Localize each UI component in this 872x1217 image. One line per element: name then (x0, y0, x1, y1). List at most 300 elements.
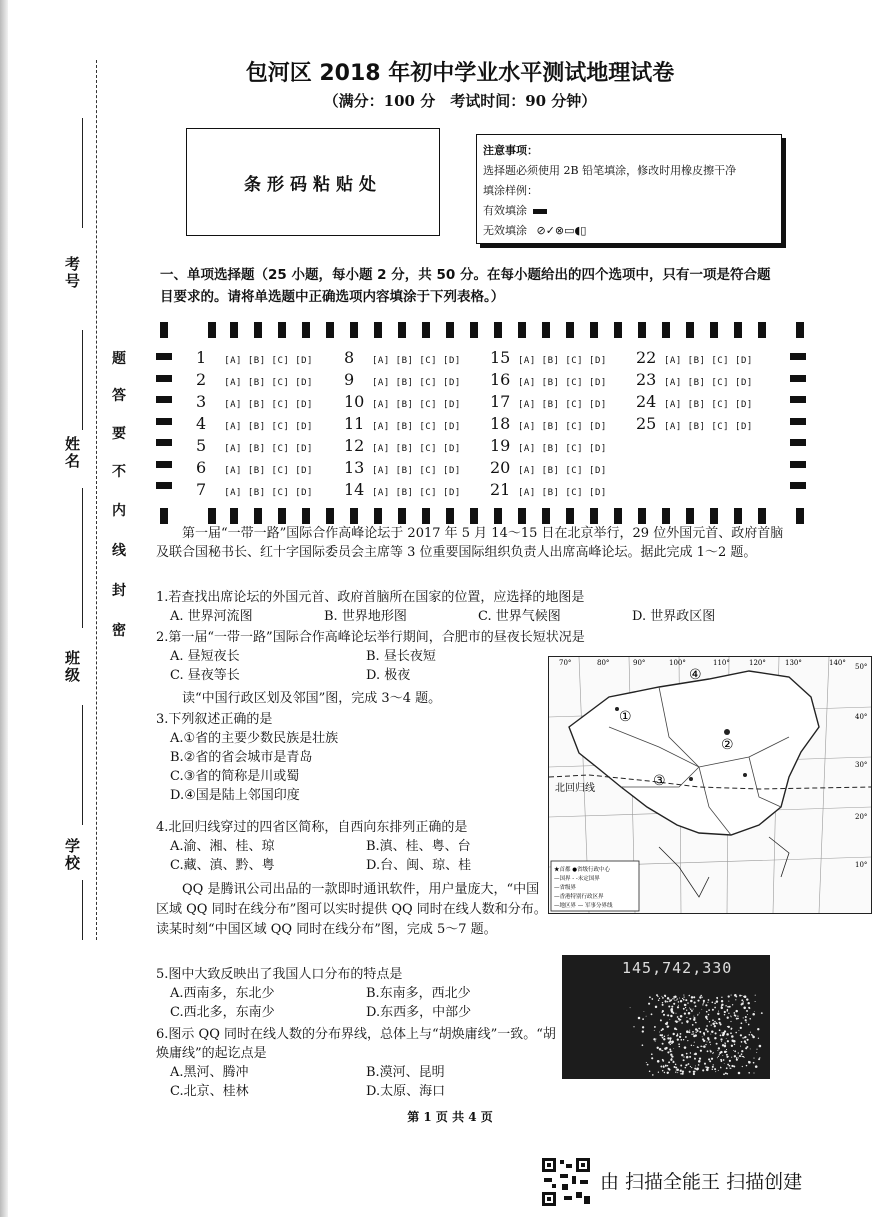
qq-dot (670, 999, 672, 1001)
qq-dot (695, 1031, 696, 1032)
notes-line2: 填涂样例： (483, 184, 538, 197)
qq-dot (729, 1060, 731, 1062)
qq-dot (709, 1060, 711, 1062)
qq-dot (710, 1050, 711, 1051)
qq-dot (708, 1014, 710, 1016)
qq-dot (707, 1037, 709, 1039)
timing-mark (494, 322, 502, 338)
qq-dot (701, 1009, 702, 1010)
answer-options[interactable]: [A] [B] [C] [D] (518, 466, 607, 476)
qq-dot (662, 1043, 664, 1045)
answer-options[interactable]: [A] [B] [C] [D] (664, 400, 753, 410)
timing-mark (470, 322, 478, 338)
qq-dot (724, 1051, 727, 1054)
qq-dot (733, 1012, 735, 1014)
qq-dot (690, 1052, 691, 1053)
qq-dot (646, 1016, 647, 1017)
side-mark (790, 353, 806, 360)
qq-dot (690, 1066, 691, 1067)
qq-dot (746, 1065, 747, 1066)
answer-col-3 (490, 348, 607, 502)
qq-dot (754, 1011, 755, 1012)
timing-mark (160, 322, 168, 338)
qq-dot (675, 1067, 677, 1069)
q4-option-d[interactable]: D.台、闽、琼、桂 (366, 858, 472, 873)
qq-dot (683, 995, 684, 996)
qq-dot (693, 996, 695, 998)
qq-dot (732, 1004, 733, 1005)
q2-option-b[interactable]: B. 昼长夜短 (366, 649, 436, 664)
qq-dot (678, 1005, 679, 1006)
q5-option-b[interactable]: B.东南多，西北少 (366, 986, 471, 1001)
qq-dot (646, 1062, 647, 1063)
qq-dot (684, 997, 685, 998)
timing-mark (446, 322, 454, 338)
qq-dot (670, 1051, 672, 1053)
qq-dot (663, 1066, 665, 1068)
qq-online-count: 145,742,330 (622, 959, 733, 977)
answer-options[interactable]: [A] [B] [C] [D] (224, 466, 313, 476)
lon-label: 110° (713, 659, 730, 667)
tropic-label: 北回归线 (555, 783, 595, 794)
timing-mark (662, 508, 670, 524)
q6-option-a[interactable]: A.黑河、腾冲 (170, 1065, 249, 1080)
qq-dot (707, 1031, 709, 1033)
qq-dot (677, 1038, 679, 1040)
qq-dot (741, 1002, 743, 1004)
qq-dot (665, 1065, 667, 1067)
qq-dot (668, 1061, 670, 1063)
qq-dot (709, 1021, 710, 1022)
qq-dot (711, 1031, 713, 1033)
timing-mark (662, 322, 670, 338)
qq-dot (714, 1025, 716, 1027)
qq-dot (662, 1002, 663, 1003)
qq-dot (690, 1009, 692, 1011)
qq-dot (725, 1072, 727, 1074)
china-map-drawing (549, 657, 871, 913)
qq-dot (703, 1032, 705, 1034)
qq-dot (730, 1068, 731, 1069)
qq-dot (686, 1056, 689, 1059)
q3-option-c[interactable]: C.③省的简称是川或蜀 (170, 769, 300, 784)
qq-dot (691, 996, 693, 998)
qq-dot (691, 1034, 693, 1036)
qq-dot (682, 1073, 684, 1075)
qq-dot (730, 1021, 731, 1022)
qq-dot (759, 1045, 762, 1048)
qq-dot (740, 1034, 742, 1036)
q1-option-a[interactable]: A. 世界河流图 (170, 609, 253, 624)
qq-dot (747, 1002, 749, 1004)
timing-mark (160, 508, 168, 524)
q2-stem: 2.第一届“一带一路”国际合作高峰论坛举行期间，合肥市的昼夜长短状况是 (156, 630, 585, 645)
qq-dot (665, 1000, 666, 1001)
answer-options[interactable]: [A] [B] [C] [D] (372, 488, 461, 498)
qq-dot (739, 1055, 741, 1057)
qq-dot (736, 1018, 738, 1020)
qq-dot (681, 1054, 683, 1056)
qq-dot (662, 1037, 664, 1039)
timing-mark (374, 508, 382, 524)
qq-dot (695, 1005, 697, 1007)
qq-dot (735, 1032, 737, 1034)
q2-option-c[interactable]: C. 昼夜等长 (170, 668, 240, 683)
qq-dot (698, 1064, 700, 1066)
q3-option-b[interactable]: B.②省的省会城市是青岛 (170, 750, 313, 765)
qq-dot (663, 1038, 665, 1040)
qq-dot (733, 1040, 736, 1043)
qq-dot (695, 1028, 697, 1030)
question-number: 11 (344, 414, 365, 433)
qq-dot (682, 998, 683, 999)
qq-dot (705, 1028, 707, 1030)
lon-label: 120° (749, 659, 766, 667)
qq-dot (659, 998, 660, 999)
qq-dot (710, 1044, 711, 1045)
qq-dot (743, 1017, 744, 1018)
answer-options[interactable]: [A] [B] [C] [D] (224, 356, 313, 366)
answer-options[interactable]: [A] [B] [C] [D] (518, 488, 607, 498)
qq-dot (673, 1033, 675, 1035)
answer-options[interactable]: [A] [B] [C] [D] (664, 356, 753, 366)
qq-dot (724, 1014, 725, 1015)
q4-option-a[interactable]: A.渝、湘、桂、琼 (170, 839, 275, 854)
side-mark (790, 482, 806, 489)
qq-dot (719, 1054, 720, 1055)
qq-dot (723, 1059, 725, 1061)
qq-dot (676, 1070, 677, 1071)
qq-dot (707, 1050, 709, 1052)
timing-mark (350, 322, 358, 338)
qq-dot (679, 998, 680, 999)
qq-dot (706, 1025, 708, 1027)
answer-options[interactable]: [A] [B] [C] [D] (372, 378, 461, 388)
timing-mark (686, 322, 694, 338)
qq-dot (717, 1057, 718, 1058)
qq-dot (741, 995, 742, 996)
qq-dot (733, 1066, 735, 1068)
question-number: 4 (196, 414, 207, 433)
qq-dot (667, 997, 669, 999)
qq-dot (720, 1038, 722, 1040)
q1-option-d[interactable]: D. 世界政区图 (632, 609, 716, 624)
q6-option-c[interactable]: C.北京、桂林 (170, 1084, 249, 1099)
notes-valid-label: 有效填涂 (483, 204, 527, 217)
q2-option-a[interactable]: A. 昼短夜长 (170, 649, 240, 664)
qq-dot (699, 1031, 701, 1033)
answer-options[interactable]: [A] [B] [C] [D] (518, 400, 607, 410)
qq-dot (678, 1018, 680, 1020)
timing-mark (302, 322, 310, 338)
qq-dot (677, 998, 678, 999)
timing-mark (638, 508, 646, 524)
qq-dot (753, 1072, 754, 1073)
answer-options[interactable]: [A] [B] [C] [D] (372, 422, 461, 432)
qq-dot (721, 997, 722, 998)
qq-dot (668, 1005, 670, 1007)
answer-options[interactable]: [A] [B] [C] [D] (224, 488, 313, 498)
timing-mark (566, 508, 574, 524)
question-number: 18 (490, 414, 511, 433)
qq-dot (662, 1050, 663, 1051)
qq-dot (691, 1067, 692, 1068)
xingming-underline-top (82, 330, 83, 430)
qq-dot (676, 1069, 679, 1072)
qq-dot (703, 1040, 705, 1042)
qq-dot (643, 1011, 644, 1012)
q3-option-a[interactable]: A.①省的主要少数民族是壮族 (170, 731, 339, 746)
qq-dot (712, 1023, 715, 1026)
qq-dot (655, 1041, 656, 1042)
qq-dot (693, 1033, 694, 1034)
timing-mark (734, 508, 742, 524)
qq-dot (653, 1038, 655, 1040)
qq-dot (676, 1035, 678, 1037)
qq-dot (662, 997, 664, 999)
q2-option-d[interactable]: D. 极夜 (366, 668, 411, 683)
qq-dot (712, 1053, 713, 1054)
answer-options[interactable]: [A] [B] [C] [D] (372, 466, 461, 476)
q3-option-d[interactable]: D.④国是陆上邻国印度 (170, 788, 300, 803)
qq-dot (680, 1073, 682, 1075)
question-5 (156, 965, 556, 1022)
seal-char: 答 (112, 388, 126, 404)
q6-option-d[interactable]: D.太原、海口 (366, 1084, 446, 1099)
qq-dot (729, 1068, 730, 1069)
qq-dot (734, 1055, 736, 1057)
qq-dot (662, 1070, 663, 1071)
qq-dot (758, 1058, 760, 1060)
qq-dot (735, 1015, 737, 1017)
qq-dot (717, 1050, 718, 1051)
q6-option-b[interactable]: B.漠河、昆明 (366, 1065, 445, 1080)
qq-dot (683, 1059, 685, 1061)
qq-dot (675, 1072, 676, 1073)
qq-dot (738, 1052, 739, 1053)
qq-dot (728, 1013, 729, 1014)
qq-dot (674, 1000, 675, 1001)
timing-mark (796, 322, 804, 338)
timing-mark (278, 508, 286, 524)
qq-dot (695, 1065, 696, 1066)
qq-dot (721, 1032, 722, 1033)
qq-dot (718, 1018, 720, 1020)
side-mark (790, 396, 806, 403)
qq-dot (673, 1048, 674, 1049)
qq-dot (684, 1012, 686, 1014)
timing-mark (208, 322, 216, 338)
answer-options[interactable]: [A] [B] [C] [D] (372, 444, 461, 454)
qq-dot (661, 996, 662, 997)
xingming-underline (82, 488, 83, 628)
qq-dot (692, 1031, 694, 1033)
question-number: 20 (490, 458, 511, 477)
qq-dot (746, 998, 748, 1000)
answer-options[interactable]: [A] [B] [C] [D] (372, 356, 461, 366)
legend-item: —地区界 — 军事分界线 (554, 903, 613, 909)
qq-dot (716, 1043, 718, 1045)
qq-dot (683, 1056, 684, 1057)
timing-mark (470, 508, 478, 524)
q4-option-c[interactable]: C.藏、滇、黔、粤 (170, 858, 275, 873)
qq-dot (753, 1062, 755, 1064)
qq-dot (743, 996, 745, 998)
qq-dot (730, 1016, 731, 1017)
question-1 (156, 588, 786, 626)
lon-label: 70° (559, 659, 572, 667)
lon-label: 80° (597, 659, 610, 667)
qq-dot (690, 1000, 693, 1003)
qq-dot (693, 1045, 694, 1046)
answer-options[interactable]: [A] [B] [C] [D] (518, 422, 607, 432)
qr-code-icon (540, 1156, 592, 1208)
q4-option-b[interactable]: B.滇、桂、粤、台 (366, 839, 471, 854)
qq-dot (755, 1001, 756, 1002)
q5-option-c[interactable]: C.西北多，东南少 (170, 1005, 275, 1020)
q6-stem: 6.图示 QQ 同时在线人数的分布界线，总体上与“胡焕庸线”一致。“胡焕庸线”的起讫点是 (156, 1027, 556, 1061)
timing-mark (398, 322, 406, 338)
qq-dot (691, 1045, 692, 1046)
qq-dot (687, 1002, 688, 1003)
side-mark (156, 482, 172, 489)
qq-dot (693, 1009, 694, 1010)
qq-dot (688, 1031, 690, 1033)
china-admin-map (548, 656, 872, 914)
qq-dot (667, 1035, 668, 1036)
question-6 (156, 1025, 566, 1101)
qq-dot (677, 1016, 679, 1018)
qq-dot (654, 1026, 656, 1028)
q5-option-a[interactable]: A.西南多，东北少 (170, 986, 275, 1001)
qq-dot (670, 1039, 671, 1040)
timing-mark (398, 508, 406, 524)
qq-dot (721, 1041, 722, 1042)
qq-dot (714, 1002, 716, 1004)
qq-dot (731, 1029, 732, 1030)
lat-label: 20° (855, 813, 868, 821)
qq-dot (705, 1066, 707, 1068)
qq-dot (720, 1052, 721, 1053)
timing-mark (710, 508, 718, 524)
qq-dot (722, 1044, 724, 1046)
answer-options[interactable]: [A] [B] [C] [D] (224, 422, 313, 432)
qq-dot (680, 1000, 682, 1002)
section1-header: 一、单项选择题（25 小题，每小题 2 分，共 50 分。在每小题给出的四个选项中，只有一项是符合题目要求的。请将单选题中正确选项内容填涂于下列表格。） (160, 267, 771, 305)
question-number: 13 (344, 458, 365, 477)
timing-mark (326, 322, 334, 338)
qq-dot (668, 1035, 669, 1036)
qq-dot (671, 1042, 673, 1044)
qq-dot (670, 1059, 672, 1061)
answer-options[interactable]: [A] [B] [C] [D] (224, 378, 313, 388)
qq-dot (699, 1057, 701, 1059)
answer-options[interactable]: [A] [B] [C] [D] (518, 444, 607, 454)
qq-dot (734, 1044, 735, 1045)
qq-dot (674, 1066, 676, 1068)
question-number: 8 (344, 348, 355, 367)
qq-dot (703, 1002, 704, 1003)
qq-dot (742, 1056, 743, 1057)
qq-dot (740, 1046, 741, 1047)
qq-dot (744, 1036, 746, 1038)
qq-dot (691, 1010, 693, 1012)
qq-dot (758, 1038, 759, 1039)
qq-dot (721, 1007, 723, 1009)
qq-dot (693, 1019, 695, 1021)
qq-dot (731, 1065, 733, 1067)
answer-options[interactable]: [A] [B] [C] [D] (664, 422, 753, 432)
qq-dot (731, 995, 732, 996)
qq-dot (688, 1012, 691, 1015)
qq-dot (706, 1069, 709, 1072)
timing-mark (614, 322, 622, 338)
answer-options[interactable]: [A] [B] [C] [D] (664, 378, 753, 388)
qq-dot (693, 1071, 695, 1073)
qq-dot (720, 1059, 722, 1061)
qq-dot (733, 1050, 734, 1051)
timing-mark (518, 508, 526, 524)
qq-dot (667, 1001, 668, 1002)
qq-dot (712, 1066, 714, 1068)
exam-title: 包河区 2018 年初中学业水平测试地理试卷 (245, 61, 675, 86)
q1-option-c[interactable]: C. 世界气候图 (478, 609, 561, 624)
qq-dot (745, 1019, 747, 1021)
map-mark-2: ② (721, 737, 734, 753)
qq-dot (665, 1023, 667, 1025)
answer-options[interactable]: [A] [B] [C] [D] (372, 400, 461, 410)
qq-dot (726, 1067, 728, 1069)
question-number: 21 (490, 480, 511, 499)
timing-mark (494, 508, 502, 524)
qq-dot (673, 996, 675, 998)
qq-dot (672, 1061, 674, 1063)
qq-dot (699, 1012, 700, 1013)
legend-item: ★首都 ●省级行政中心 (554, 867, 611, 873)
qq-dot (716, 997, 718, 999)
qq-dot (753, 1058, 754, 1059)
qq-dot (708, 1058, 710, 1060)
qq-dot (651, 1057, 653, 1059)
q1-option-b[interactable]: B. 世界地形图 (324, 609, 407, 624)
question-number: 23 (636, 370, 657, 389)
qq-dot (669, 1069, 671, 1071)
answer-options[interactable]: [A] [B] [C] [D] (518, 356, 607, 366)
qq-dot (720, 1035, 722, 1037)
qq-dot (722, 1055, 723, 1056)
qq-dot (736, 1059, 737, 1060)
qq-dot (750, 1048, 751, 1049)
answer-options[interactable]: [A] [B] [C] [D] (224, 400, 313, 410)
q5-option-d[interactable]: D.东西多，中部少 (366, 1005, 472, 1020)
qq-dot (729, 1007, 730, 1008)
qq-dot (756, 1049, 757, 1050)
answer-options[interactable]: [A] [B] [C] [D] (518, 378, 607, 388)
qq-dot (726, 1010, 728, 1012)
qq-dot (707, 1019, 708, 1020)
answer-options[interactable]: [A] [B] [C] [D] (224, 444, 313, 454)
qq-dot (748, 1024, 750, 1026)
qq-dot (710, 1034, 711, 1035)
qq-dot (678, 1001, 680, 1003)
qq-dot (698, 1047, 699, 1048)
qq-dot (703, 1045, 706, 1048)
qq-dot (684, 1004, 686, 1006)
qq-dot (705, 1004, 707, 1006)
read-map-instruction: 读“中国行政区划及邻国”图，完成 3～4 题。 (182, 691, 442, 706)
question-number: 24 (636, 392, 657, 411)
barcode-label: 条形码粘贴处 (244, 174, 382, 195)
